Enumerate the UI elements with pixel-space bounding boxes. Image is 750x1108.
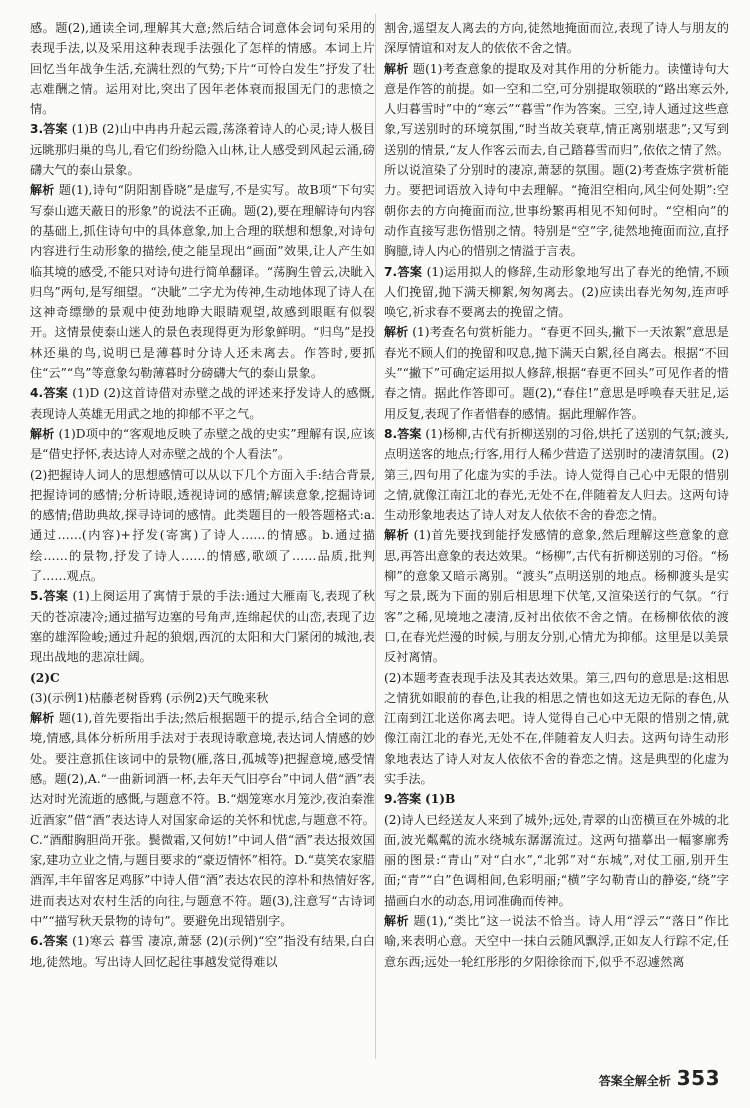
analysis-label: 解析 [384, 325, 409, 340]
answer-text: (1)上阕运用了寓情于景的手法:通过大雁南飞,表现了秋天的苍凉凄冷;通过描写边塞的号角声,连绵起伏的山峦,表现了边塞的雄浑险峻;通过升起的狼烟,西沉的太阳和大门紧闭的城池,表现出战地的悲凉壮阔。 [30, 589, 375, 665]
analysis-label: 解析 [30, 183, 55, 198]
answer-label: 答案 [43, 589, 69, 604]
analysis-paragraph [384, 525, 729, 667]
answer-part-2: (2)C [30, 670, 60, 685]
analysis-label: 解析 [384, 61, 409, 76]
analysis-text: 题(1),诗句“阴阳割昏晓”是虚写,不是实写。故B项“下句实写泰山遮天蔽日的形象”的说法不正确。题(2),要在理解诗句内容的基础上,抓住诗句中的具体意象,加上合理的联想和想象,对诗句内容进行生动形象的描绘,使之能呈现出“画面”效果,让人产生如临其境的感受,不能只对诗句进行简单翻译。“荡胸生曾云,决眦入归鸟”两句,是写细望。“决眦”二字尤为传神,生动地体现了诗人在这神奇缥缈的景观中使劲地睁大眼睛观望,故感到眼眶有似裂开。这情景使泰山迷人的景色表现得更为形象鲜明。“归鸟”是投林还巢的鸟,说明已是薄暮时分诗人还未离去。作答时,要抓住“云”“鸟”等意象勾勒薄暮时分磅礴大气的泰山景象。 [30, 183, 375, 381]
question-3 [30, 119, 375, 180]
analysis-text: 题(1),首先要指出手法;然后根据题干的提示,结合全词的意境,情感,具体分析所用手法对于表现诗歌意境,表达词人情感的妙处。要注意抓住该词中的景物(雁,落日,孤城等)把握意境,感受情感。题(2),A.“一曲新词酒一杯,去年天气旧亭台”中词人借“酒”表达对时光流逝的感慨,与题意不符。B.“烟笼寒水月笼沙,夜泊秦淮近酒家”借“酒”表达诗人对国家命运的关怀和忧虑,与题意不符。C.“酒酣胸胆尚开张。鬓微霜,又何妨!”中词人借“酒”表达报效国家,建功立业之情,与题目要求的“豪迈情怀”相符。D.“莫笑农家腊酒浑,丰年留客足鸡豚”中诗人借“酒”表达农民的淳朴和热情好客,进而表达对农村生活的向往,与题意不符。题(3),注意写“古诗词中”“描写秋天景物的诗句”。要避免出现错别字。 [30, 711, 375, 929]
answer-label: 答案 [397, 792, 422, 807]
answer-label: 答案 [397, 264, 423, 279]
right-column [384, 18, 729, 1056]
analysis-label: 解析 [30, 426, 55, 441]
continued-answer: 割舍,遥望友人离去的方向,徒然地掩面而泣,表现了诗人与朋友的深厚情谊和对友人的依依不舍之情。 [384, 21, 729, 56]
analysis-text: 题(1),“类比”这一说法不恰当。诗人用“浮云”“落日”作比喻,来表明心意。天空中一抹白云随风飘浮,正如友人行踪不定,任意东西;远处一轮红彤彤的夕阳徐徐而下,似乎不忍遽然离 [384, 914, 729, 969]
analysis-label: 解析 [384, 528, 410, 543]
analysis-paragraph [30, 424, 375, 465]
analysis-text: (1)D项中的“客观地反映了赤壁之战的史实”理解有误,应该是“借史抒怀,表达诗人对赤壁之战的个人看法”。 [30, 426, 375, 462]
question-9 [384, 789, 729, 809]
page-number: 353 [676, 1066, 720, 1090]
answer-text: (1)杨柳,古代有折柳送别的习俗,烘托了送别的气氛;渡头,点明送客的地点;行客,用行人稀少营造了送别时的凄清氛围。(2)第三,四句用了化虚为实的手法。诗人觉得自己心中无限的惜别之情,就像江南江北的春光,无处不在,伴随着友人归去。这两句诗生动形象地表达了诗人对友人依依不舍的眷恋之情。 [384, 426, 729, 523]
analysis-paragraph [384, 322, 729, 423]
analysis-text: (1)首先要找到能抒发感情的意象,然后理解这些意象的意思,再答出意象的表达效果。“杨柳”,古代有折柳送别的习俗。“杨柳”的意象又暗示离别。“渡头”点明送别的地点。杨柳渡头是实写之景,既为下面的别后相思埋下伏笔,又渲染送行的气氛。“行客”之稀,见境地之凄清,反衬出依依不舍之情。在杨柳依依的渡口,在春光烂漫的时候,与朋友分别,心情尤为抑郁。这里是以美景反衬离情。 [384, 528, 729, 665]
answer-label: 答案 [397, 426, 422, 441]
question-number: 6. [30, 934, 44, 949]
question-6 [30, 931, 375, 972]
question-number: 4. [30, 386, 44, 401]
analysis-paragraph [30, 708, 375, 931]
question-4 [30, 383, 375, 424]
question-number: 3. [30, 122, 44, 137]
question-number: 5. [30, 589, 44, 604]
analysis-paragraph-2: (2)本题考查表现手法及其表达效果。第三,四句的意思是:这相思之情犹如眼前的春色,让我的相思之情也如这无边无际的春色,从江南到江北送你离去吧。诗人觉得自己心中无限的惜别之情,就像江南江北的春光,无处不在,伴随着友人归去。这两句诗生动形象地表达了诗人对友人依依不舍的眷恋之情。这是典型的化虚为实手法。 [384, 670, 729, 786]
question-number: 9. [384, 792, 398, 807]
answer-label: 答案 [43, 122, 68, 137]
question-5 [30, 586, 375, 667]
left-column [30, 18, 375, 1068]
answer-text: (1)B [425, 792, 456, 807]
question-number: 8. [384, 426, 398, 441]
answer-label: 答案 [43, 386, 69, 401]
answer-text: (1)D (2)这首诗借对赤壁之战的评述来抒发诗人的感慨,表现诗人英雄无用武之地的抑郁不平之气。 [30, 386, 375, 421]
column-divider [375, 14, 376, 1059]
answer-text: (1)寒云 暮雪 凄凉,萧瑟 (2)(示例)“空”指没有结果,白白地,徒然地。写出诗人回忆起往事越发觉得难以 [30, 934, 375, 969]
footer-label: 答案全解全析 [598, 1074, 671, 1088]
question-8 [384, 424, 729, 525]
analysis-paragraph [384, 59, 729, 262]
analysis-paragraph-2: (2)把握诗人词人的思想感情可以从以下几个方面入手:结合背景,把握诗词的感情;分析诗眼,透视诗词的感情;解读意象,挖掘诗词的感情;借助典故,探寻诗词的感情。此类题目的一般答题格式:a.通过……(内容)+抒发(寄寓)了诗人……的情感。b.通过描绘……的景物,抒发了诗人……的情感,歌颂了……品质,批判了……观点。 [30, 467, 375, 584]
answer-text: (1)B (2)山中冉冉升起云霞,荡涤着诗人的心灵;诗人极目远眺那归巢的鸟儿,看它们纷纷隐入山林,让人感受到风起云涌,磅礴大气的泰山景象。 [30, 122, 375, 178]
answer-part-3: (3)(示例1)枯藤老树昏鸦 (示例2)天气晚来秋 [30, 690, 269, 705]
question-7 [384, 262, 729, 323]
page-footer [599, 1066, 720, 1090]
analysis-paragraph [384, 911, 729, 972]
question-number: 7. [384, 264, 398, 279]
answer-label: 答案 [43, 934, 68, 949]
answer-text: (1)运用拟人的修辞,生动形象地写出了春光的绝情,不顾人们挽留,抛下满天柳絮,匆匆离去。(2)应读出春光匆匆,连声呼唤它,祈求春不要离去的挽留之情。 [384, 264, 729, 320]
analysis-text: (1)考查名句赏析能力。“春更不回头,撇下一天浓絮”意思是春光不顾人们的挽留和叹息,抛下满天白絮,径自离去。根据“不回头”“撇下”可确定运用拟人修辞,根据“春更不回头”可见作者的惜春之情。据此作答即可。题(2),“春住!”意思是呼唤春天驻足,运用反复,表现了作者惜春的感情。据此理解作答。 [384, 325, 729, 421]
analysis-text: 题(1)考查意象的提取及对其作用的分析能力。读懂诗句大意是作答的前提。如一空和二空,可分别提取领联的“路出寒云外,人归暮雪时”中的“寒云”“暮雪”作为答案。三空,诗人通过这些意象,写送别时的环境氛围,“时当故关衰草,情正离别堪悲”;又写到送别的情景,“友人作客云而去,自己踏暮雪而归”,依依之情了然。所以说渲染了分别时的凄凉,萧瑟的氛围。题(2)考查炼字赏析能力。要把词语放入诗句中去理解。“掩泪空相向,风尘何处期”:空朝你去的方向掩面而泣,世事纷繁再相见不知何时。“空相向”的动作直接写悲伤惜别之情。特别是“空”字,徒然地掩面而泣,直抒胸臆,诗人内心的惜别之情溢于言表。 [384, 61, 729, 259]
intro-paragraph: 感。题(2),通读全词,理解其大意;然后结合词意体会词句采用的表现手法,以及采用这种表现手法强化了怎样的情感。本词上片回忆当年战争生活,充满壮烈的气势;下片“可怜白发生”抒发了壮志难酬之情。运用对比,突出了因年老体衰而报国无门的悲愤之情。 [30, 21, 375, 117]
analysis-label: 解析 [30, 711, 55, 726]
answer-part-2: (2)诗人已经送友人来到了城外;远处,青翠的山峦横亘在外城的北面,波光粼粼的流水绕城东潺潺流过。这两句描摹出一幅寥廓秀丽的图景:“青山”对“白水”,“北郭”对“东城”,对仗工丽,别开生面;“青”“白”色调相间,色彩明丽;“横”字勾勒青山的静姿,“绕”字描画白水的动态,用词准确而传神。 [384, 812, 729, 908]
analysis-paragraph [30, 180, 375, 383]
analysis-label: 解析 [384, 914, 410, 929]
